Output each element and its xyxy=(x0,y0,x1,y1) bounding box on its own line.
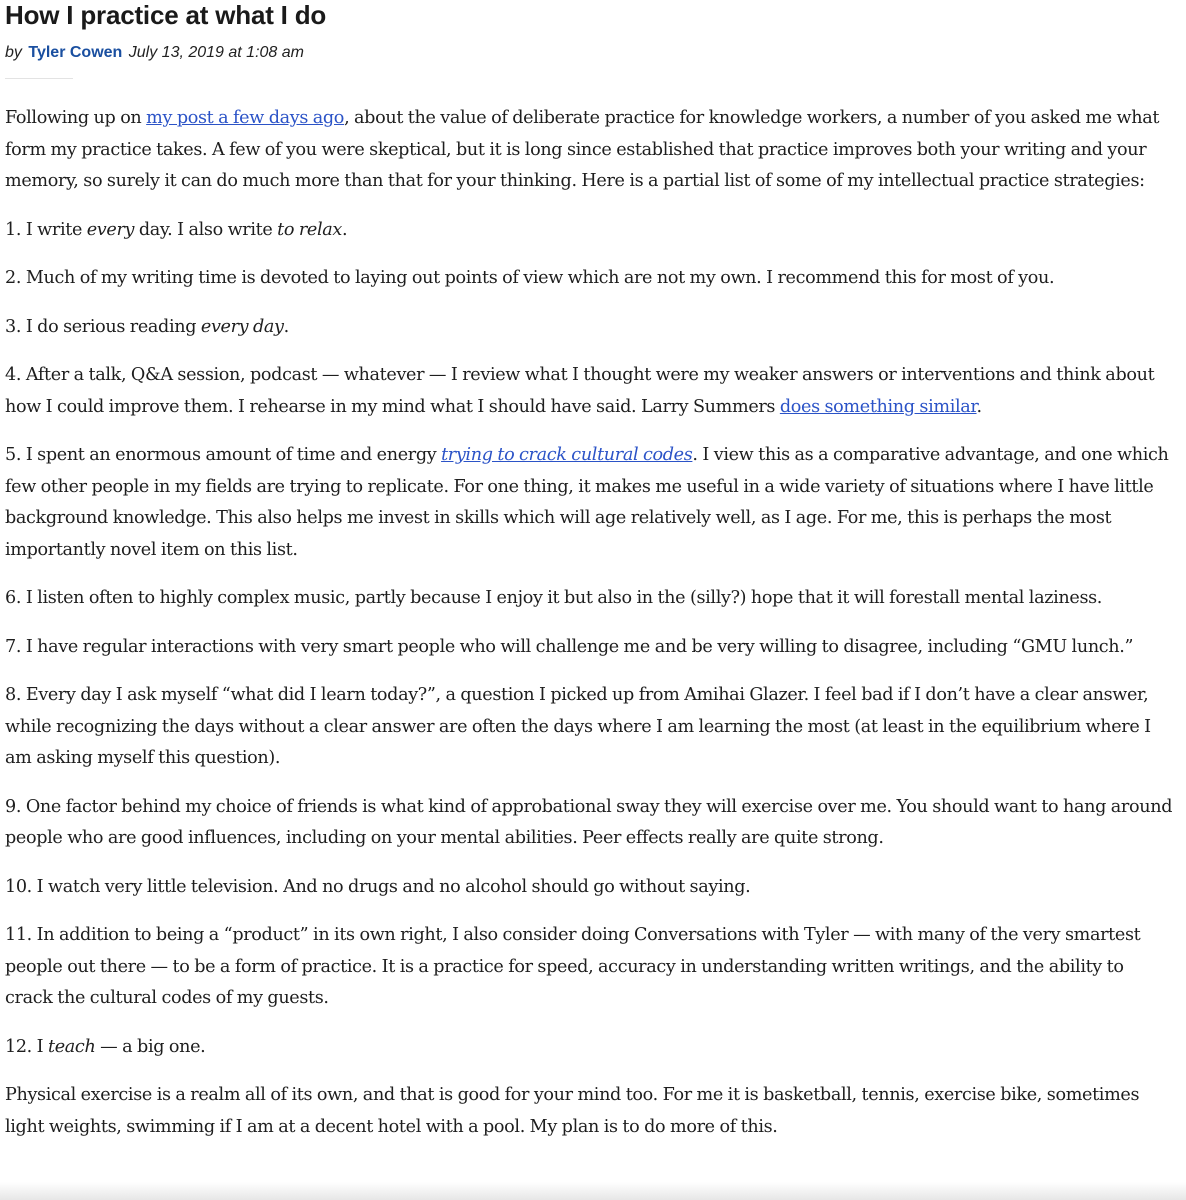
list-item: 9. One factor behind my choice of friends is what kind of approbational sway they will exercise over me. You should want to hang around people who are good influences, including on your mental abilities. Peer effects really are quite strong. xyxy=(5,796,1173,848)
author-link[interactable]: Tyler Cowen xyxy=(28,44,123,61)
list-item: 7. I have regular interactions with very smart people who will challenge me and be very willing to disagree, including “GMU lunch.” xyxy=(5,636,1134,657)
list-item xyxy=(5,360,1175,423)
item-text: 1. I write xyxy=(5,219,87,240)
intro-text-before: Following up on xyxy=(5,108,147,128)
cultural-codes-link[interactable] xyxy=(441,445,692,465)
item-text: . xyxy=(976,396,982,417)
closing-paragraph: Physical exercise is a realm all of its own, and that is good for your mind too. For me it is basketball, tennis, exercise bike, sometimes light weights, swimming if I am at a decent hotel with a pool. My plan is to do more of this. xyxy=(5,1085,1140,1137)
list-item xyxy=(5,215,1175,247)
item-emphasis: every xyxy=(86,219,135,240)
list-item xyxy=(5,312,1175,344)
list-item: 11. In addition to being a “product” in its own right, I also consider doing Conversations with Tyler — with many of the very smartest people out there — to be a form of practice. It is a practice for speed, accuracy in understanding written writings, and the ability to crack the cultural codes of my guests. xyxy=(5,925,1141,1008)
article xyxy=(5,0,1175,1160)
item-text: — a big one. xyxy=(95,1036,206,1057)
intro-text-after: , about the value of deliberate practice for knowledge workers, a number of you asked me what form my practice takes. A few of you were skeptical, but it is long since established that practice improves both your writing and your memory, so surely it can do much more than that for your thinking. Here is a partial list of some of my intellectual practice strategies: xyxy=(5,108,1160,191)
divider xyxy=(5,78,73,79)
post-date: July 13, 2019 at 1:08 am xyxy=(128,44,304,61)
byline-prefix: by xyxy=(5,44,22,61)
list-item: 2. Much of my writing time is devoted to laying out points of view which are not my own. I recommend this for most of you. xyxy=(5,268,1055,288)
item-emphasis: every day xyxy=(200,316,284,337)
list-item xyxy=(5,1032,1175,1064)
article-body xyxy=(5,103,1175,1143)
list-item: 10. I watch very little television. And no drugs and no alcohol should go without saying. xyxy=(5,876,751,897)
previous-post-link[interactable]: my post a few days ago xyxy=(146,108,345,128)
bottom-fade xyxy=(0,1182,1186,1200)
item-text: 3. I do serious reading xyxy=(5,316,201,337)
list-item: 8. Every day I ask myself “what did I learn today?”, a question I picked up from Amihai Glazer. I feel bad if I don’t have a clear answer, while recognizing the days without a clear answer are often the days where I am learning the most (at least in the equilibrium where I am asking myself this question). xyxy=(5,685,1151,768)
item-text: . I view this as a comparative advantage, and one which few other people in my fields are trying to replicate. For one thing, it makes me useful in a wide variety of situations where I have little background knowledge. This also helps me invest in skills which will age relatively well, as I age. For me, this is perhaps the most importantly novel item on this list. xyxy=(5,445,1169,560)
item-emphasis: teach xyxy=(48,1036,96,1057)
byline xyxy=(5,42,1175,64)
list-item xyxy=(5,440,1175,566)
item-emphasis: to relax xyxy=(277,219,342,240)
list-item: 6. I listen often to highly complex music, partly because I enjoy it but also in the (silly?) hope that it will forestall mental laziness. xyxy=(5,588,1103,608)
item-text: 12. I xyxy=(5,1036,49,1057)
cultural-codes-link-text: trying to crack cultural codes xyxy=(441,445,693,465)
article-title: How I practice at what I do xyxy=(5,0,327,30)
intro-paragraph xyxy=(5,103,1175,198)
summers-link[interactable]: does something similar xyxy=(779,396,977,417)
item-text: . xyxy=(283,316,289,337)
item-text: 5. I spent an enormous amount of time and energy xyxy=(5,445,442,465)
item-text: 4. After a talk, Q&A session, podcast — whatever — I review what I thought were my weaker answers or interventions and think about how I could improve them. I rehearse in my mind what I should have said. Larry Summers xyxy=(5,365,1155,417)
item-text: . xyxy=(341,219,348,240)
item-text: day. I also write xyxy=(134,219,278,240)
